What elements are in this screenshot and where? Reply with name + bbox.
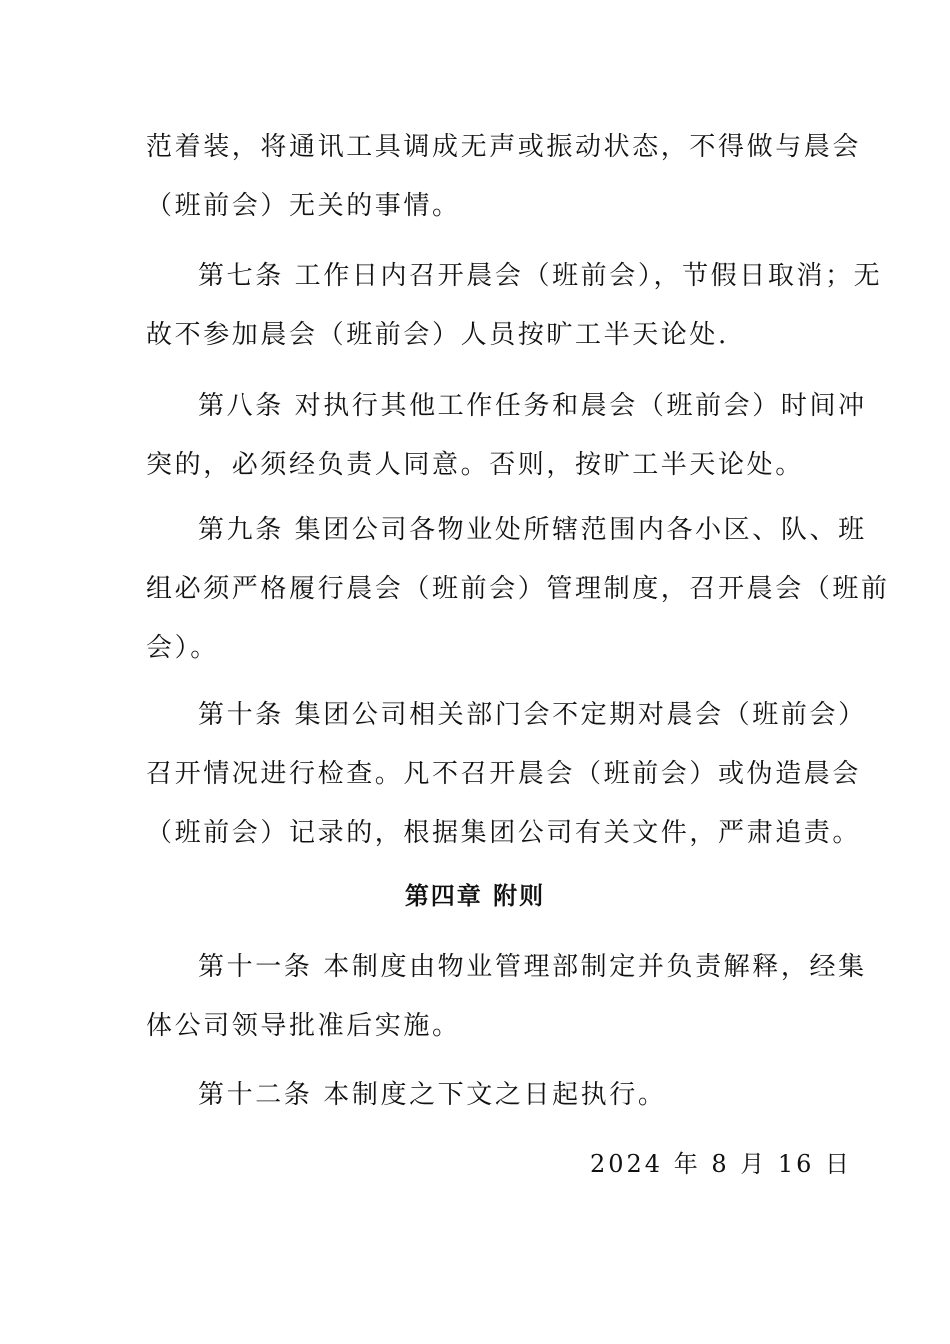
article-10 <box>146 686 867 863</box>
text-line: 第八条 对执行其他工作任务和晨会（班前会）时间冲 <box>198 391 867 421</box>
article-7 <box>146 247 883 365</box>
article-11 <box>146 938 867 1056</box>
article-12 <box>146 1066 810 1125</box>
article-8 <box>146 377 867 495</box>
text-line: 第九条 集团公司各物业处所辖范围内各小区、队、班 <box>198 515 867 545</box>
text-line: 突的，必须经负责人同意。否则，按旷工半天论处。 <box>146 450 804 480</box>
text-line: （班前会）记录的，根据集团公司有关文件，严肃追责。 <box>146 818 862 848</box>
text-line: 第七条 工作日内召开晨会（班前会），节假日取消；无 <box>198 261 883 291</box>
text-line: 第十二条 本制度之下文之日起执行。 <box>198 1080 667 1110</box>
document-date: 2024 年 8 月 16 日 <box>590 1150 853 1178</box>
text-line: （班前会）无关的事情。 <box>146 191 461 221</box>
text-line: 体公司领导批准后实施。 <box>146 1011 461 1041</box>
text-line: 组必须严格履行晨会（班前会）管理制度，召开晨会（班前 <box>146 574 890 604</box>
paragraph-continuation <box>146 118 862 236</box>
text-line: 故不参加晨会（班前会）人员按旷工半天论处. <box>146 320 729 350</box>
article-9 <box>146 501 890 678</box>
text-line: 会）。 <box>146 633 219 663</box>
text-line: 第十一条 本制度由物业管理部制定并负责解释，经集 <box>198 952 867 982</box>
chapter-heading: 第四章 附则 <box>404 882 546 910</box>
text-line: 范着装，将通讯工具调成无声或振动状态，不得做与晨会 <box>146 132 862 162</box>
text-line: 召开情况进行检查。凡不召开晨会（班前会）或伪造晨会 <box>146 759 862 789</box>
text-line: 第十条 集团公司相关部门会不定期对晨会（班前会） <box>198 700 867 730</box>
